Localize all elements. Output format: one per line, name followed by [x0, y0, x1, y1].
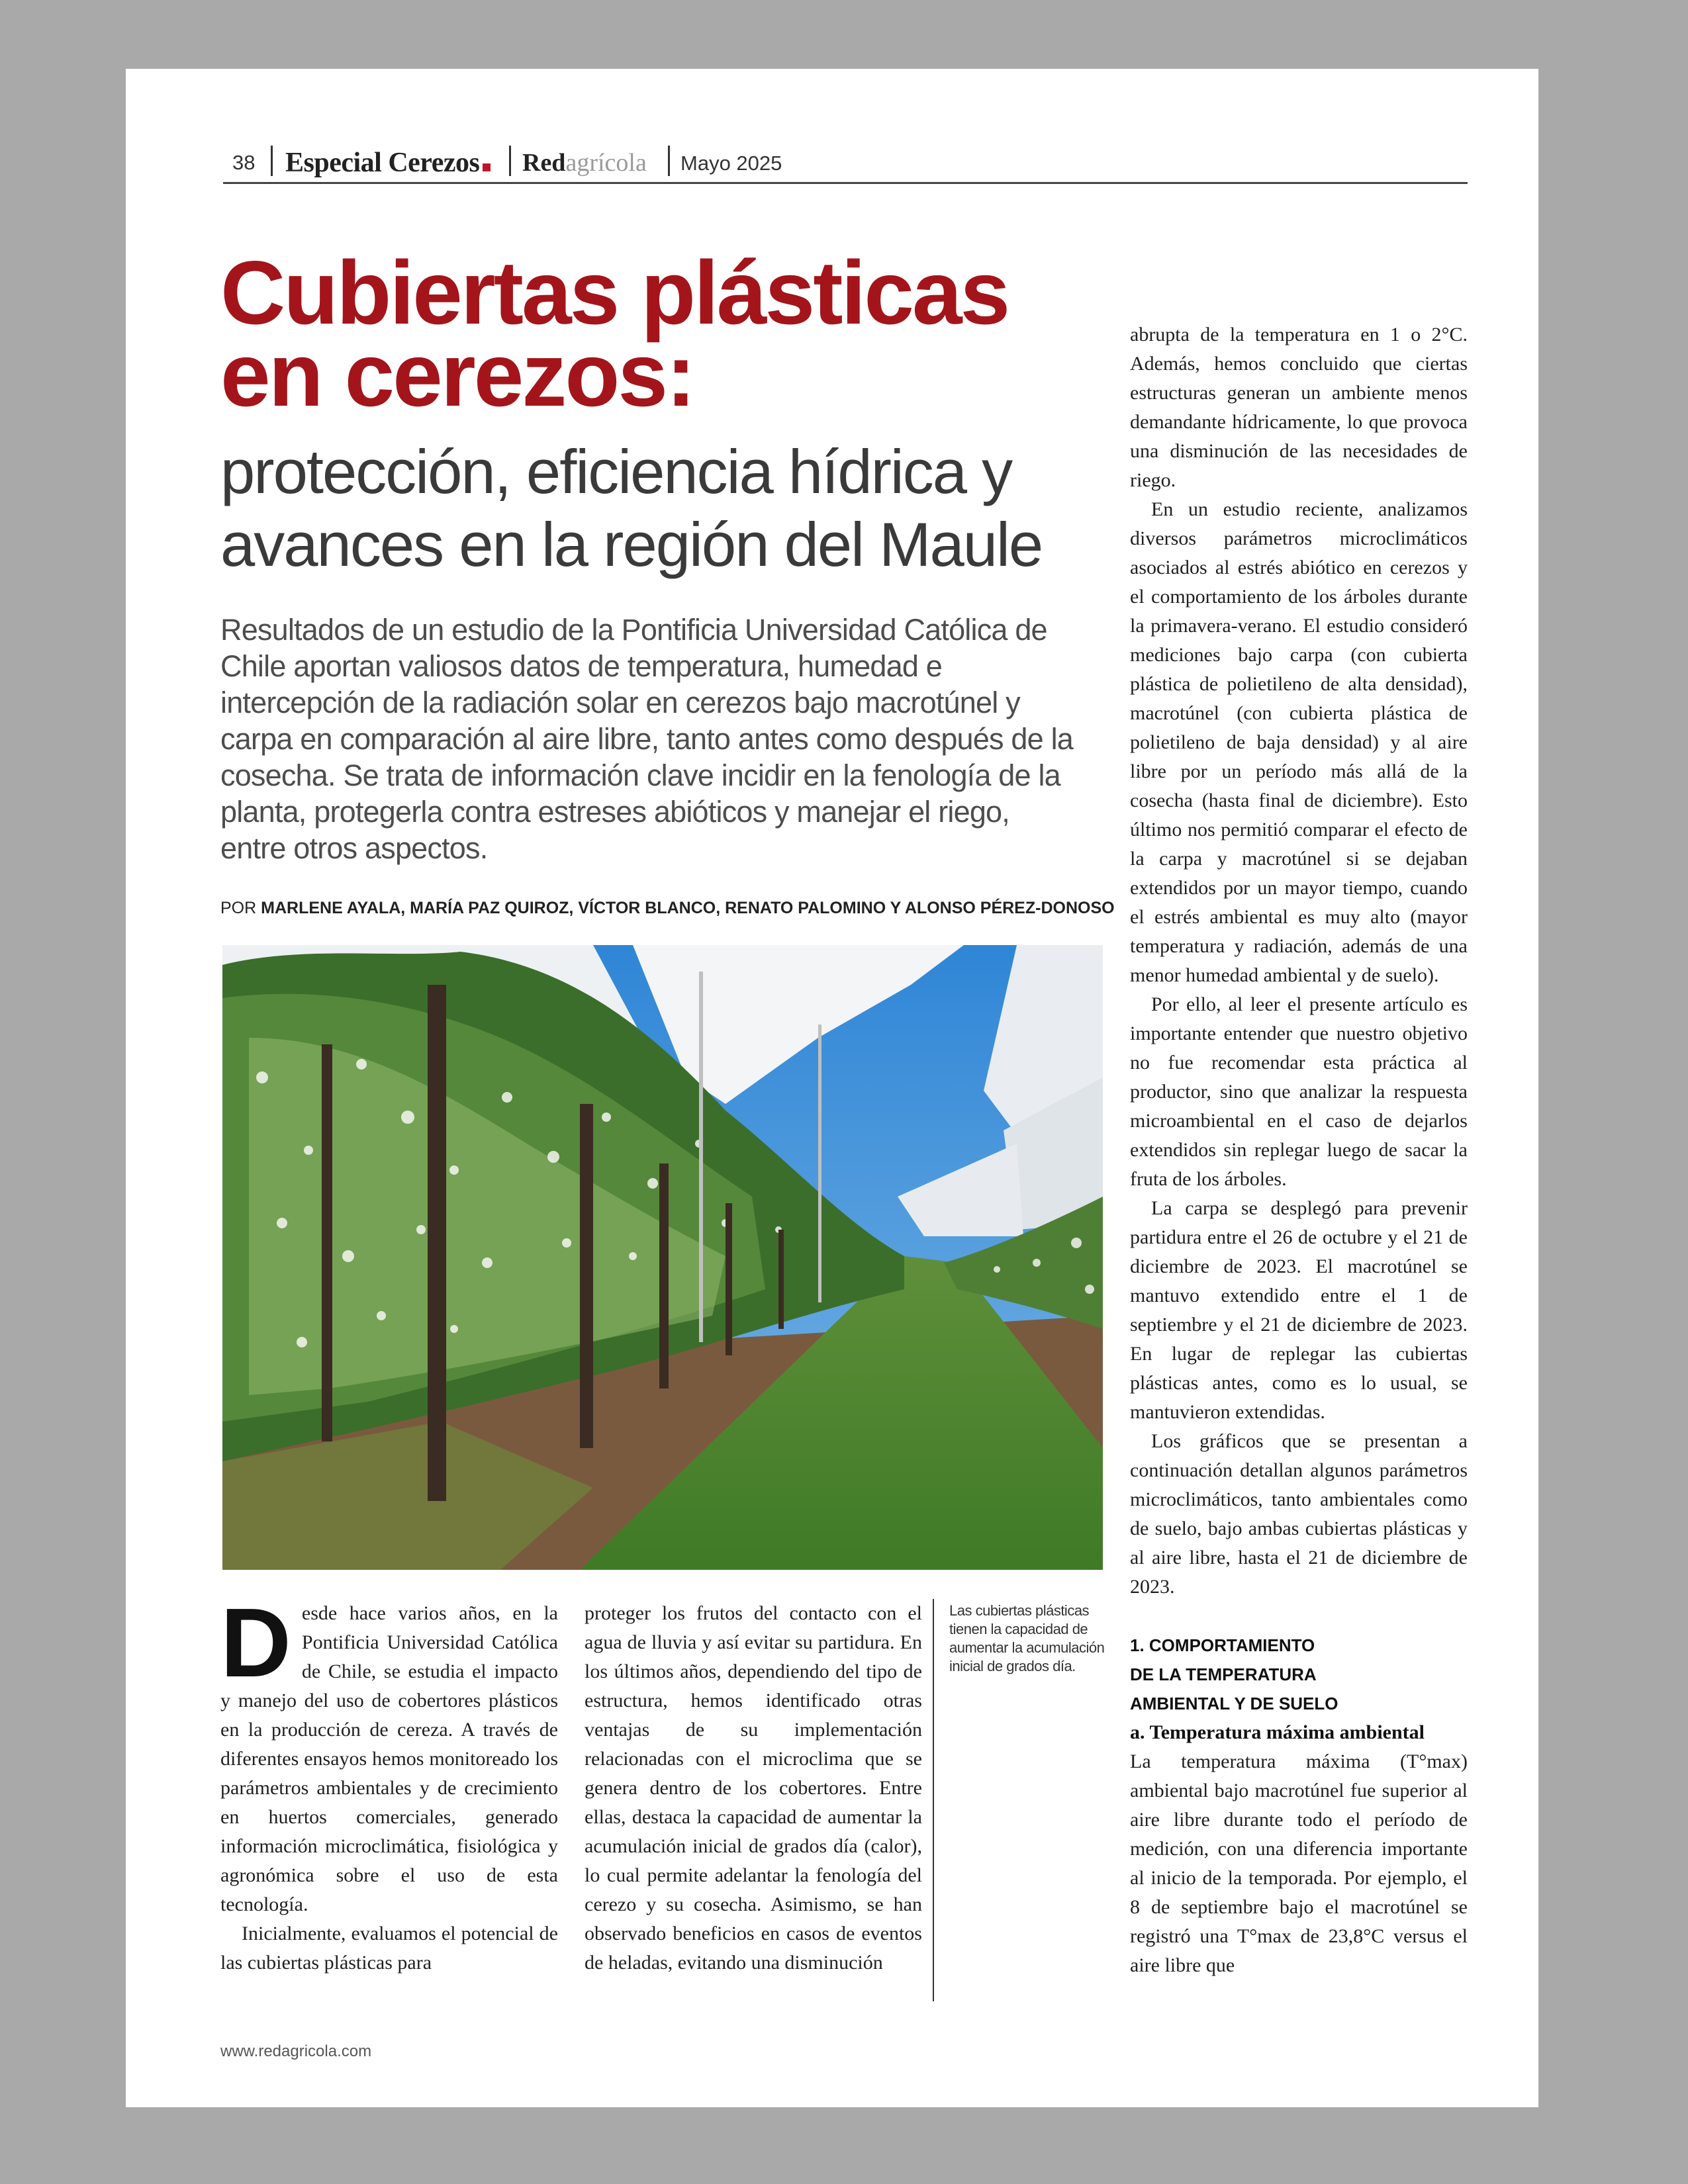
header-divider: [509, 146, 511, 176]
article-lede: Resultados de un estudio de la Pontificia Universidad Católica de Chile aportan valiosos datos de temperatura, humedad e intercepción de la radiación solar en cerezos bajo macrotúnel y carpa en comparación al aire libre, tanto antes como después de la cosecha. Se trata de información clave incidir en la fenología de la planta, protegerla contra estreses abióticos y manejar el riego, entre otros aspectos.: [220, 613, 1073, 865]
header-divider: [271, 146, 273, 176]
article-title: Cubiertas plásticas en cerezos:: [220, 242, 1009, 425]
article-subtitle: protección, eficiencia hídrica y avances en la región del Maule: [220, 437, 1043, 579]
header-rule: [223, 182, 1468, 184]
section-dot-icon: [483, 163, 491, 171]
publication-logo: Redagrícola: [522, 149, 647, 177]
page-header: [223, 142, 1468, 183]
orchard-photo: [222, 945, 1103, 1570]
article-column-3: [1130, 320, 1468, 1980]
caption-rule: [933, 1599, 934, 2001]
paragraph: La temperatura máxima (T°max) ambiental bajo macrotúnel fue superior al aire libre durante todo el período de medición, con una diferencia importante al inicio de la temporada. Por ejemplo, el 8 de septiembre bajo el macrotúnel se registró una T°max de 23,8°C versus el aire libre que: [1130, 1751, 1468, 1976]
paragraph: abrupta de la temperatura en 1 o 2°C. Además, hemos concluido que ciertas estructuras generan un ambiente menos demandante hídricamente, lo que provoca una disminución de las necesidades de riego.: [1130, 324, 1468, 491]
section-title: Especial Cerezos: [285, 147, 491, 179]
article-column-1: [220, 1588, 558, 1978]
article-column-2: [585, 1599, 922, 1978]
photo-caption: Las cubiertas plásticas tienen la capacidad de aumentar la acumulación inicial de grados día.: [949, 1602, 1105, 1674]
paragraph: Los gráficos que se presentan a continuación detallan algunos parámetros microclimáticos, tanto ambientales como de suelo, bajo ambas cubiertas plásticas y al aire libre, hasta el 21 de diciembre de 2023.: [1130, 1430, 1468, 1598]
paragraph: Por ello, al leer el presente artículo es importante entender que nuestro objetivo no fue recomendar esta práctica al productor, sino que analizar la respuesta microambiental en el caso de dejarlos extendidos sin replegar luego de sacar la fruta de los árboles.: [1130, 993, 1468, 1190]
paragraph: proteger los frutos del contacto con el agua de lluvia y así evitar su partidura. En los últimos años, dependiendo del tipo de estructura, hemos identificado otras ventajas de su implementación relacionadas con el microclima que se genera dentro de los cobertores. Entre ellas, destaca la capacidad de aumentar la acumulación inicial de grados día (calor), lo cual permite adelantar la fenología del cerezo y su cosecha. Asimismo, se han observado beneficios en casos de eventos de heladas, evitando una disminución: [585, 1602, 922, 1974]
footer-url: www.redagricola.com: [220, 2042, 372, 2060]
section-heading: 1. COMPORTAMIENTO DE LA TEMPERATURA AMBIENTAL Y DE SUELO: [1130, 1635, 1338, 1713]
page-number: 38: [232, 151, 256, 174]
paragraph: Inicialmente, evaluamos el potencial de las cubiertas plásticas para: [220, 1923, 558, 1974]
paragraph: La carpa se desplegó para prevenir partidura entre el 26 de octubre y el 21 de diciembre de 2023. El macrotúnel se mantuvo extendido entre el 1 de septiembre y el 21 de diciembre de 2023. En lugar de replegar las cubiertas plásticas antes, como es lo usual, se mantuvieron extendidas.: [1130, 1197, 1468, 1423]
issue-date: Mayo 2025: [680, 152, 782, 175]
header-divider: [668, 146, 670, 176]
paragraph: esde hace varios años, en la Pontificia Universidad Católica de Chile, se estudia el impacto y manejo del uso de cobertores plásticos en la producción de cereza. A través de diferentes ensayos hemos monitoreado los parámetros ambientales y de crecimiento en huertos comerciales, generado información microclimática, fisiológica y agronómica sobre el uso de esta tecnología.: [220, 1602, 558, 1915]
drop-cap: D: [220, 1588, 291, 1698]
subsection-heading: a. Temperatura máxima ambiental: [1130, 1721, 1425, 1743]
article-byline: POR MARLENE AYALA, MARÍA PAZ QUIROZ, VÍCTOR BLANCO, RENATO PALOMINO Y ALONSO PÉREZ-DONOSO: [220, 899, 1115, 917]
paragraph: En un estudio reciente, analizamos diversos parámetros microclimáticos asociados al estrés abiótico en cerezos y el comportamiento de los árboles durante la primavera-verano. El estudio consideró mediciones bajo carpa (con cubierta plástica de polietileno de alta densidad), macrotúnel (con cubierta plástica de polietileno de baja densidad) y al aire libre por un período más allá de la cosecha (hasta final de diciembre). Esto último nos permitió comparar el efecto de la carpa y macrotúnel si se dejaban extendidos por un mayor tiempo, cuando el estrés ambiental es muy alto (mayor temperatura y radiación, además de una menor humedad ambiental y de suelo).: [1130, 498, 1468, 986]
